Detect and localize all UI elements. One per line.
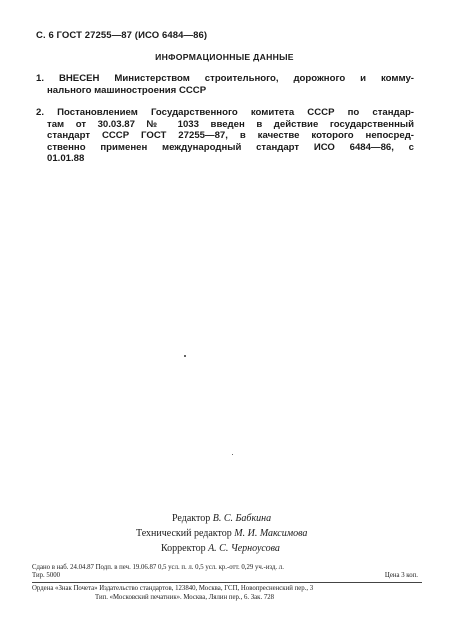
info-item-2 [36, 107, 414, 165]
info-item-2-line-4: ственно применен международный стандарт ИСО 6484—86, с [47, 141, 414, 153]
publisher-line: Ордена «Знак Почета» Издательство стандартов, 123840, Москва, ГСП, Новопресненский пер., 3 [32, 585, 314, 592]
info-item-1-line-1: 1. ВНЕСЕН Министерством строительного, дорожного и комму- [36, 73, 414, 84]
editor-credit [172, 513, 271, 524]
price: Цена 3 коп. [384, 572, 418, 579]
info-item-2-line-1: 2. Постановлением Государственного комитета СССР по стандар- [36, 107, 414, 118]
editor-name: В. С. Бабкина [212, 513, 272, 524]
footer-divider [32, 582, 422, 583]
print-speck [184, 355, 186, 357]
info-item-2-line-2: там от 30.03.87 № 1033 введен в действие государственный [47, 118, 414, 130]
tech-editor-name: М. И. Максимова [234, 528, 308, 539]
proofreader-name: А. С. Черноусова [208, 543, 280, 554]
print-speck [232, 454, 233, 455]
info-item-2-line-5: 01.01.88 [47, 153, 85, 165]
running-header: С. 6 ГОСТ 27255—87 (ИСО 6484—86) [36, 30, 208, 41]
tech-editor-role: Технический редактор [136, 528, 232, 539]
imprint-line-1: Сдано в наб. 24.04.87 Подп. в печ. 19.06.87 0,5 усл. п. л. 0,5 усл. кр.-отт. 0,29 уч.-изд. л. [32, 564, 284, 571]
imprint-line-2 [32, 572, 418, 579]
proofreader-role: Корректор [161, 543, 206, 554]
proofreader-credit [161, 543, 280, 554]
info-item-2-line-3: стандарт СССР ГОСТ 27255—87, в качестве которого непосред- [47, 130, 414, 142]
section-title: ИНФОРМАЦИОННЫЕ ДАННЫЕ [155, 52, 294, 62]
editor-role: Редактор [172, 513, 211, 524]
info-item-1 [36, 73, 414, 96]
printer-line: Тип. «Московский печатник». Москва, Лялин пер., 6. Зак. 728 [95, 594, 275, 601]
info-item-1-line-2: нального машиностроения СССР [47, 84, 207, 96]
print-run: Тир. 5000 [32, 572, 61, 579]
tech-editor-credit [136, 528, 307, 539]
